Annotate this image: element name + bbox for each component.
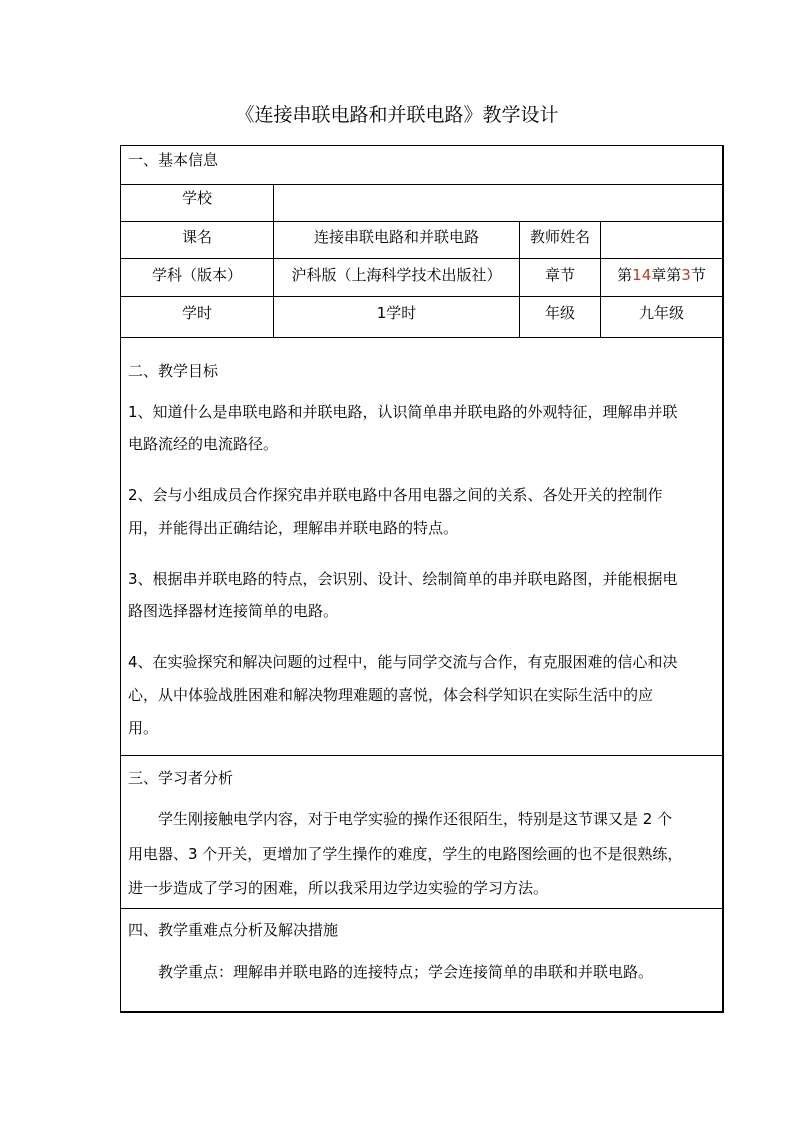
row-divider: [120, 184, 724, 185]
objective-4-line-3: 用。: [128, 719, 159, 737]
row-divider: [120, 337, 724, 338]
subject-label: 学科（版本）: [151, 266, 242, 284]
objective-4-line-1: 4、在实验探究和解决问题的过程中，能与同学交流与合作，有克服困难的信心和决: [128, 653, 678, 671]
learner-line-1: 学生刚接触电学内容，对于电学实验的操作还很陌生，特别是这节课又是 2 个: [158, 810, 673, 828]
objective-4-line-2: 心，从中体验战胜困难和解决物理难题的喜悦，体会科学知识在实际生活中的应: [128, 686, 654, 704]
row-divider: [120, 221, 724, 222]
keypoints-line: 教学重点：理解串并联电路的连接特点；学会连接简单的串联和并联电路。: [158, 963, 654, 981]
objective-2-line-2: 用，并能得出正确结论，理解串并联电路的特点。: [128, 519, 459, 537]
learner-line-2: 用电器、3 个开关，更增加了学生操作的难度，学生的电路图绘画的也不是很熟练，: [128, 845, 683, 863]
section-divider: [120, 755, 724, 756]
hours-label: 学时: [181, 304, 212, 322]
objective-3-line-1: 3、根据串并联电路的特点，会识别、设计、绘制简单的串并联电路图，并能根据电: [128, 570, 678, 588]
course-label: 课名: [181, 228, 212, 246]
chapter-label: 章节: [544, 266, 575, 284]
section-heading-basic-info: 一、基本信息: [128, 151, 219, 169]
objective-1-line-1: 1、知道什么是串联电路和并联电路，认识简单串并联电路的外观特征，理解串并联: [128, 403, 678, 421]
objective-1-line-2: 电路流经的电流路径。: [128, 435, 279, 453]
grade-value: 九年级: [638, 304, 684, 322]
subject-value: 沪科版（上海科学技术出版社）: [291, 266, 502, 284]
objective-2-line-1: 2、会与小组成员合作探究串并联电路中各用电器之间的关系、各处开关的控制作: [128, 486, 663, 504]
objective-3-line-2: 路图选择器材连接简单的电路。: [128, 602, 339, 620]
school-label: 学校: [181, 189, 212, 207]
section-heading-keypoints: 四、教学重难点分析及解决措施: [128, 921, 339, 939]
row-divider: [120, 258, 724, 259]
course-value: 连接串联电路和并联电路: [313, 228, 479, 246]
row-divider: [120, 296, 724, 297]
hours-value: 1学时: [376, 304, 417, 322]
learner-line-3: 进一步造成了学习的困难，所以我采用边学边实验的学习方法。: [128, 879, 549, 897]
section-divider: [120, 908, 724, 909]
teacher-label: 教师姓名: [529, 228, 590, 246]
document-title: 《连接串联电路和并联电路》教学设计: [235, 104, 559, 126]
chapter-value: 第14章第3节: [617, 266, 706, 284]
section-heading-objectives: 二、教学目标: [128, 362, 219, 380]
section-heading-learner: 三、学习者分析: [128, 769, 234, 787]
grade-label: 年级: [544, 304, 575, 322]
